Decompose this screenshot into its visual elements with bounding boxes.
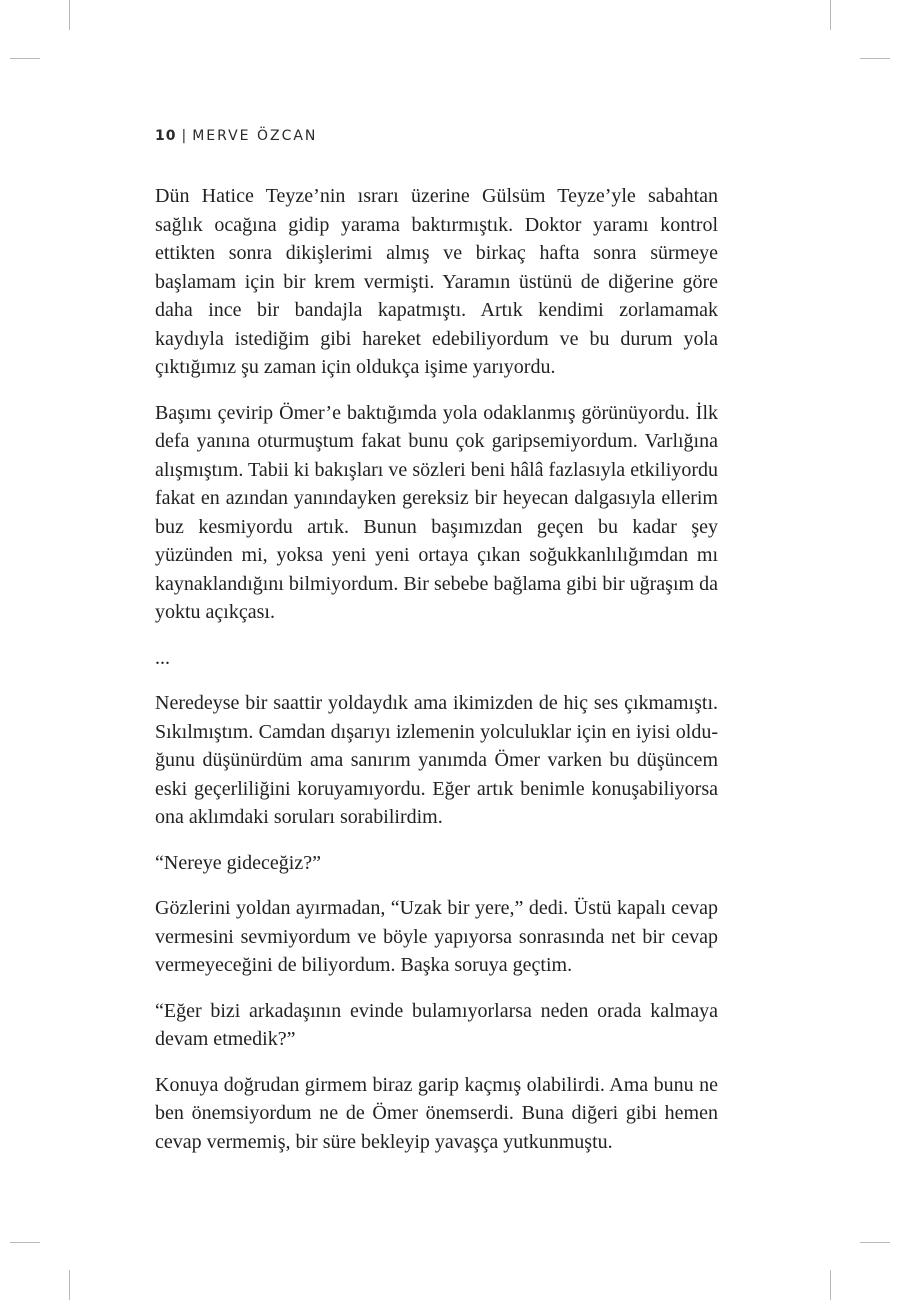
paragraph: Başımı çevirip Ömer’e baktığımda yola odaklanmış görünüyordu. İlk defa yanına oturmuştum fakat bunu çok garipsemiyordum. Varlığına alışmıştım. Tabii ki bakışları ve sözleri beni hâlâ fazlasıyla etkiliyordu fakat en azından yanındayken gereksiz bir heyecan dalgasıyla ellerim buz kesmiyordu artık. Bunun başımızdan geçen bu kadar şey yüzünden mi, yoksa yeni yeni ortaya çıkan soğukkanlılığımdan mı kaynaklandığını bilmiyordum. Bir sebebe bağlama gibi bir uğraşım da yoktu açıkçası. [155, 401, 718, 623]
author-name: MERVE ÖZCAN [192, 128, 318, 144]
crop-mark-right-bottom [860, 1242, 890, 1243]
dialogue-line: “Nereye gideceğiz?” [155, 851, 321, 874]
paragraph: Dün Hatice Teyze’nin ısrarı üzerine Gülsüm Teyze’yle sabahtan sağlık ocağına gidip yarama baktırmıştık. Doktor yaramı kontrol ettikten sonra dikişlerimi almış ve birkaç hafta sonra sürmeye başlamam için bir krem vermişti. Yaramın üstünü de diğerine göre daha ince bir bandajla kapatmıştı. Artık kendimi zorlamamak kaydıyla istediğim gibi hareket edebiliyordum ve bu durum yola çıktığımız şu zaman için oldukça işime yarıyordu. [155, 185, 718, 378]
crop-mark-top-left [69, 0, 70, 30]
page-number: 10 [155, 128, 177, 144]
paragraph: Gözlerini yoldan ayırmadan, “Uzak bir yere,” dedi. Üstü kapalı cevap vermesini sevmiyordum ve böyle yapıyorsa sonrasında net bir cevap vermeyeceğini de biliyordum. Başka soruya geçtim. [155, 897, 718, 976]
header-separator: | [181, 128, 187, 144]
crop-mark-top-right [830, 0, 831, 30]
crop-mark-bottom-right [830, 1270, 831, 1300]
crop-mark-bottom-left [69, 1270, 70, 1300]
dialogue-line: “Eğer bizi arkadaşının evinde bulamıyorlarsa neden orada kalmaya devam etmedik?” [155, 999, 718, 1050]
crop-mark-left-bottom [10, 1242, 40, 1243]
scene-break: ... [155, 646, 170, 669]
crop-mark-right-top [860, 58, 890, 59]
paragraph: Neredeyse bir saattir yoldaydık ama ikimizden de hiç ses çıkmamıştı. Sıkılmıştım. Camdan dışarıyı izlemenin yolculuklar için en iyisi olduğunu düşünürdüm ama sanırım yanımda Ömer varken bu düşüncem eski geçerliliğini koruyamıyordu. Eğer artık benimle konuşabiliyorsa ona aklımdaki soruları sorabilirdim. [155, 692, 718, 828]
crop-mark-left-top [10, 58, 40, 59]
paragraph: Konuya doğrudan girmem biraz garip kaçmış olabilirdi. Ama bunu ne ben önemsiyordum ne de Ömer önemserdi. Buna diğeri gibi hemen cevap vermemiş, bir süre bekleyip yavaşça yutkunmuştu. [155, 1073, 718, 1153]
running-head [155, 128, 317, 144]
body-text [155, 182, 718, 1173]
